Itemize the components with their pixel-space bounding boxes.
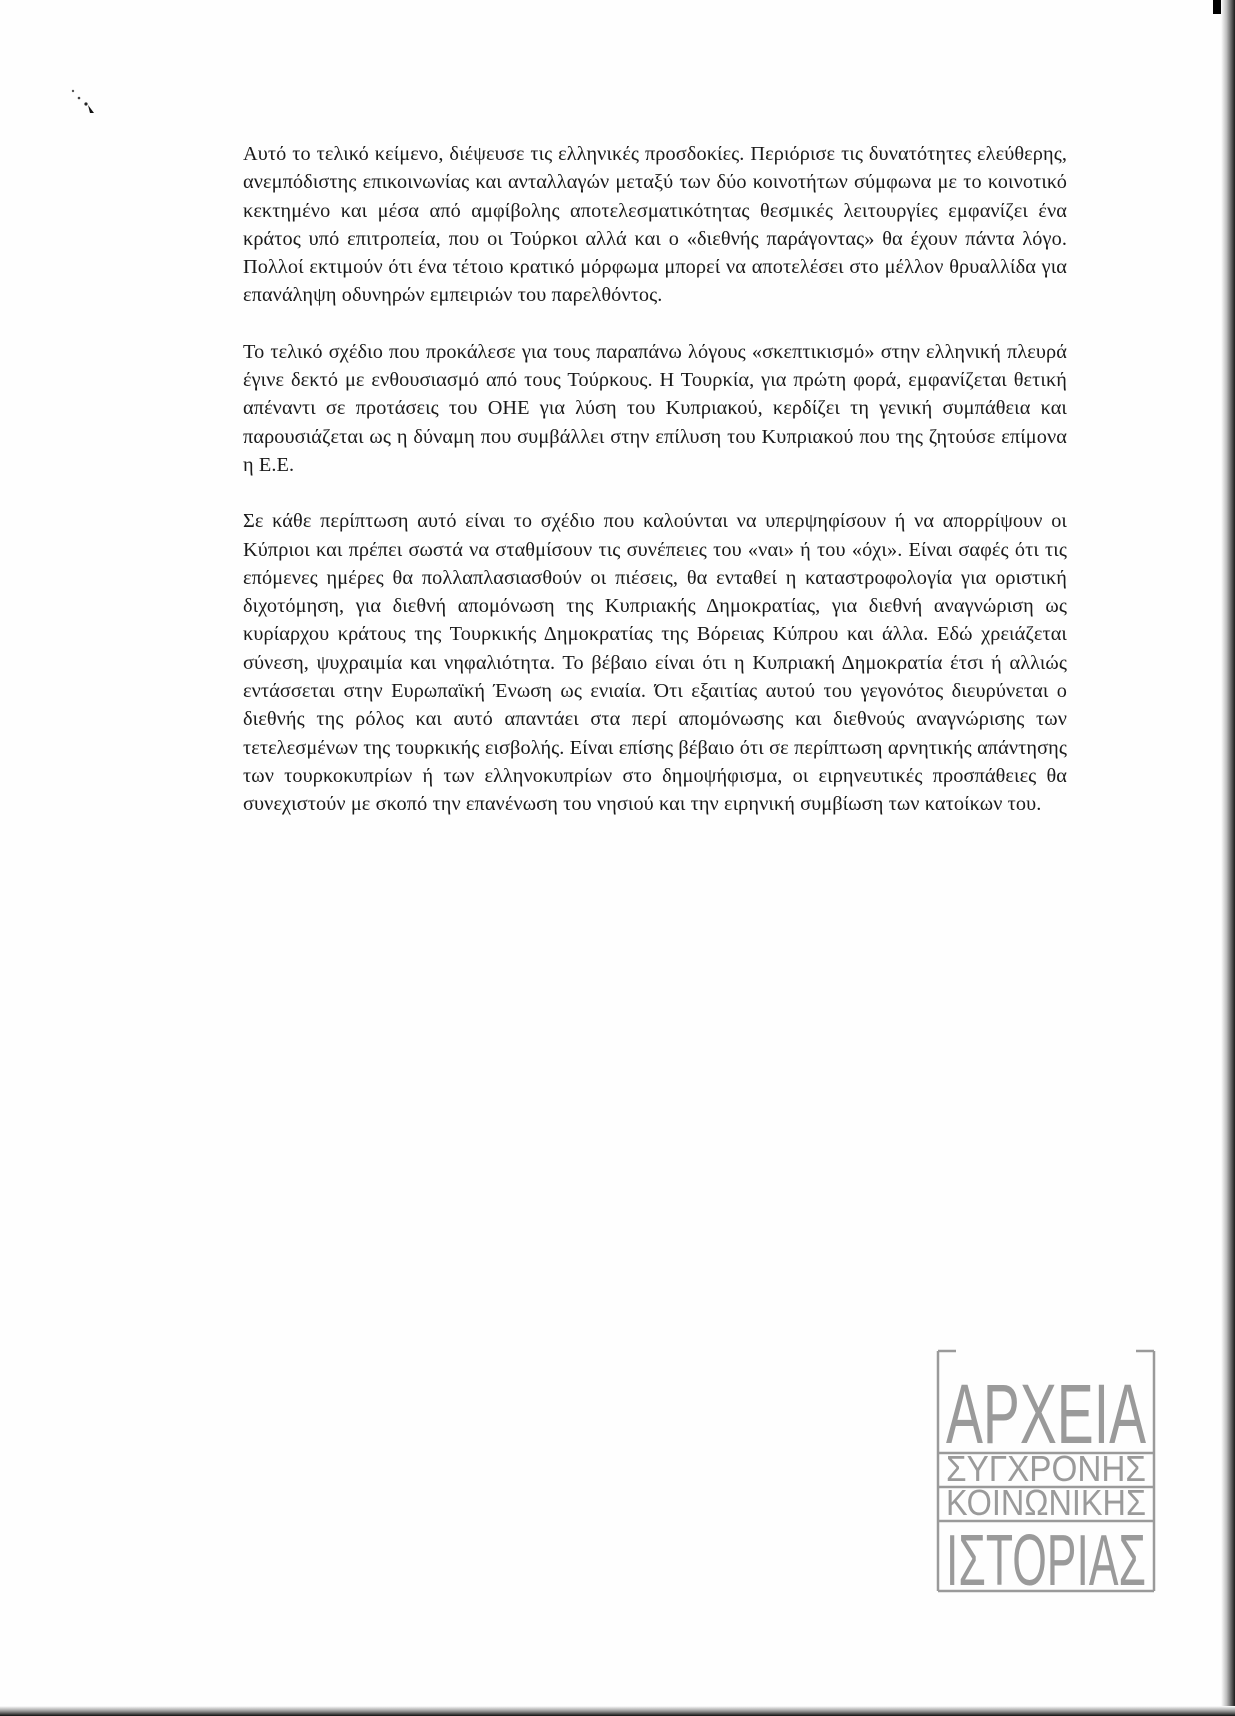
paragraph-1: Αυτό το τελικό κείμενο, διέψευσε τις ελληνικές προσδοκίες. Περιόρισε τις δυνατότητες ελεύθερης, ανεμπόδιστης επικοινωνίας και ανταλλαγών μεταξύ των δύο κοινοτήτων σύμφωνα με το κοινοτικό κεκτημένο και μέσα από αμφίβολης αποτελεσματικότητας θεσμικές λειτουργίες εμφανίζει ένα κράτος υπό επιτροπεία, που οι Τούρκοι αλλά και ο «διεθνής παράγοντας» θα έχουν πάντα λόγο. Πολλοί εκτιμούν ότι ένα τέτοιο κρατικό μόρφωμα μπορεί να αποτελέσει στο μέλλον θρυαλλίδα για επανάληψη οδυνηρών εμπειριών του παρελθόντος.	[243, 143, 1067, 307]
scan-speck-mark	[70, 88, 100, 118]
stamp-line-history: ΙΣΤΟΡΙΑΣ	[946, 1521, 1146, 1597]
stamp-line-archives: ΑΡΧΕΙΑ	[946, 1367, 1146, 1461]
paragraph-3: Σε κάθε περίπτωση αυτό είναι το σχέδιο που καλούνται να υπερψηφίσουν ή να απορρίψουν οι Κύπριοι και πρέπει σωστά να σταθμίσουν τις συνέπειες του «ναι» ή του «όχι». Είναι σαφές ότι τις επόμενες ημέρες θα πολλαπλασιασθούν οι πιέσεις, θα ενταθεί η καταστροφολογία για οριστική διχοτόμηση, για διεθνή απομόνωση της Κυπριακής Δημοκρατίας, για διεθνή αναγνώριση ως κυρίαρχου κράτους της Τουρκικής Δημοκρατίας της Βόρειας Κύπρου και άλλα. Εδώ χρειάζεται σύνεση, ψυχραιμία και νηφαλιότητα. Το βέβαιο είναι ότι η Κυπριακή Δημοκρατία έτσι ή αλλιώς εντάσσεται στην Ευρωπαϊκή Ένωση ως ενιαία. Ότι εξαιτίας αυτού του γεγονότος διευρύνεται ο διεθνής της ρόλος και αυτό απαντάει στα περί απομόνωσης και διεθνούς αναγνώρισης των τετελεσμένων της τουρκικής εισβολής. Είναι επίσης βέβαιο ότι σε περίπτωση αρνητικής απάντησης των τουρκοκυπρίων ή των ελληνοκυπρίων στο δημοψήφισμα, οι ειρηνευτικές προσπάθειες θα συνεχιστούν με σκοπό την επανένωση του νησιού και την ειρηνική συμβίωση των κατοίκων του.	[243, 510, 1067, 816]
document-body	[243, 140, 1067, 847]
scan-edge-bottom	[0, 1706, 1235, 1716]
stamp-line-contemporary: ΣΥΓΧΡΟΝΗΣ	[946, 1448, 1146, 1489]
archive-stamp-logo	[930, 1345, 1162, 1597]
paragraph-2: Το τελικό σχέδιο που προκάλεσε για τους παραπάνω λόγους «σκεπτικισμό» στην ελληνική πλευρά έγινε δεκτό με ενθουσιασμό από τους Τούρκους. Η Τουρκία, για πρώτη φορά, εμφανίζεται θετική απέναντι σε προτάσεις του ΟΗΕ για λύση του Κυπριακού, κερδίζει τη γενική συμπάθεια και παρουσιάζεται ως η δύναμη που συμβάλλει στην επίλυση του Κυπριακού που της ζητούσε επίμονα η Ε.Ε.	[243, 340, 1067, 476]
stamp-line-social: ΚΟΙΝΩΝΙΚΗΣ	[946, 1482, 1146, 1523]
scan-edge-right	[1221, 0, 1235, 1716]
